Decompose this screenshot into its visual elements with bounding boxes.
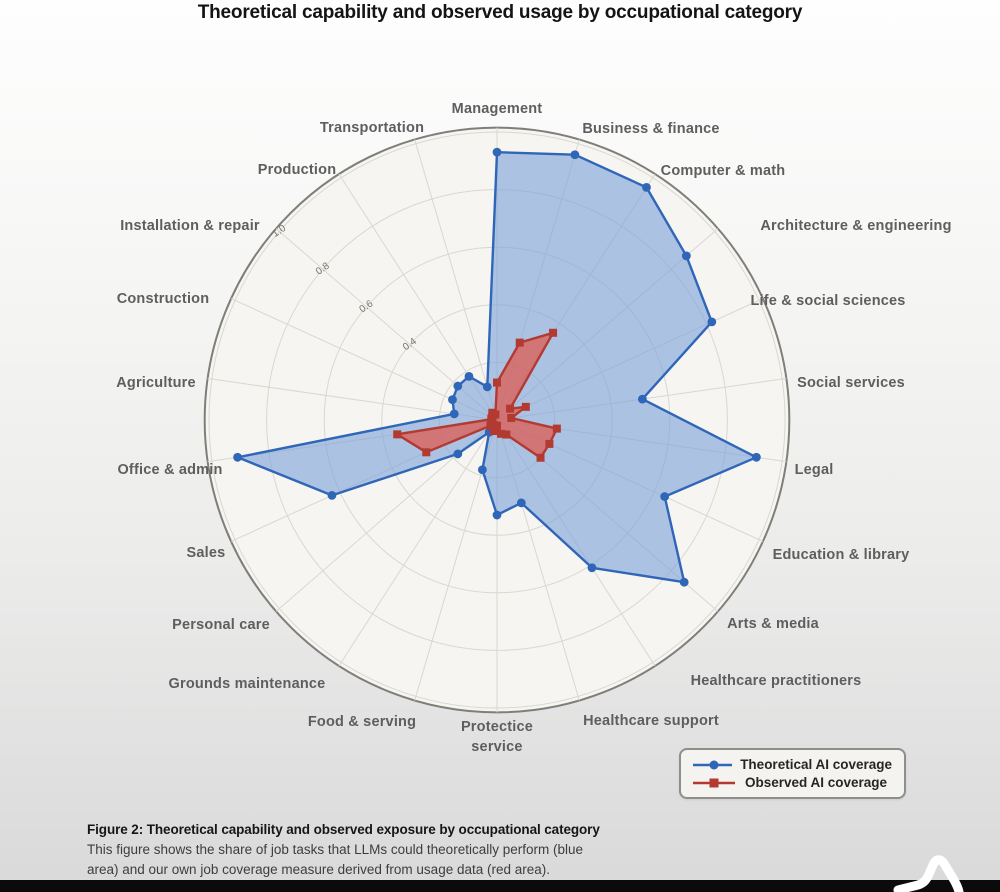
svg-text:Computer & math: Computer & math xyxy=(660,163,786,179)
svg-text:Food & serving: Food & serving xyxy=(307,714,417,730)
chart-legend xyxy=(679,748,906,799)
figure-caption xyxy=(87,822,667,881)
legend-item-observed xyxy=(691,775,892,790)
svg-text:Production: Production xyxy=(257,162,337,178)
svg-text:Protectice: Protectice xyxy=(460,719,534,735)
svg-text:1.0: 1.0 xyxy=(270,222,289,240)
svg-text:Construction: Construction xyxy=(116,291,210,307)
svg-text:service: service xyxy=(471,739,523,755)
svg-text:Healthcare practitioners: Healthcare practitioners xyxy=(690,673,862,689)
svg-text:Sales: Sales xyxy=(186,545,226,561)
svg-text:Personal care: Personal care xyxy=(172,617,270,633)
red-square-marker-icon xyxy=(691,777,737,789)
svg-text:Social services: Social services xyxy=(797,375,905,391)
svg-text:0.8: 0.8 xyxy=(314,260,332,278)
svg-text:Installation & repair: Installation & repair xyxy=(120,218,260,234)
legend-item-theoretical xyxy=(691,757,892,772)
caption-line-1: This figure shows the share of job tasks that LLMs could theoretically perform (blue xyxy=(87,842,583,857)
bottom-bar xyxy=(0,880,1000,892)
svg-text:Agriculture: Agriculture xyxy=(116,375,196,391)
svg-text:0.4: 0.4 xyxy=(401,336,419,354)
svg-text:0.6: 0.6 xyxy=(357,298,376,316)
svg-text:Business & finance: Business & finance xyxy=(582,121,720,137)
svg-text:Education & library: Education & library xyxy=(772,547,910,563)
blue-circle-marker-icon xyxy=(691,759,732,771)
legend-label: Observed AI coverage xyxy=(745,775,888,790)
caption-title: Figure 2: Theoretical capability and observed exposure by occupational category xyxy=(87,822,600,837)
svg-text:Grounds maintenance: Grounds maintenance xyxy=(168,676,326,692)
caption-line-2: area) and our own job coverage measure derived from usage data (red area). xyxy=(87,862,551,878)
svg-text:Architecture & engineering: Architecture & engineering xyxy=(760,218,952,234)
svg-text:Life & social sciences: Life & social sciences xyxy=(750,293,906,309)
svg-text:Office & admin: Office & admin xyxy=(117,462,223,478)
svg-text:Management: Management xyxy=(451,101,543,117)
svg-text:Healthcare support: Healthcare support xyxy=(583,713,719,729)
svg-text:Transportation: Transportation xyxy=(319,120,425,136)
svg-text:Legal: Legal xyxy=(794,462,834,478)
swoosh-icon xyxy=(880,840,990,892)
legend-label: Theoretical AI coverage xyxy=(740,757,892,772)
page-title: Theoretical capability and observed usage by occupational category xyxy=(197,2,803,23)
svg-text:Arts & media: Arts & media xyxy=(727,616,819,632)
